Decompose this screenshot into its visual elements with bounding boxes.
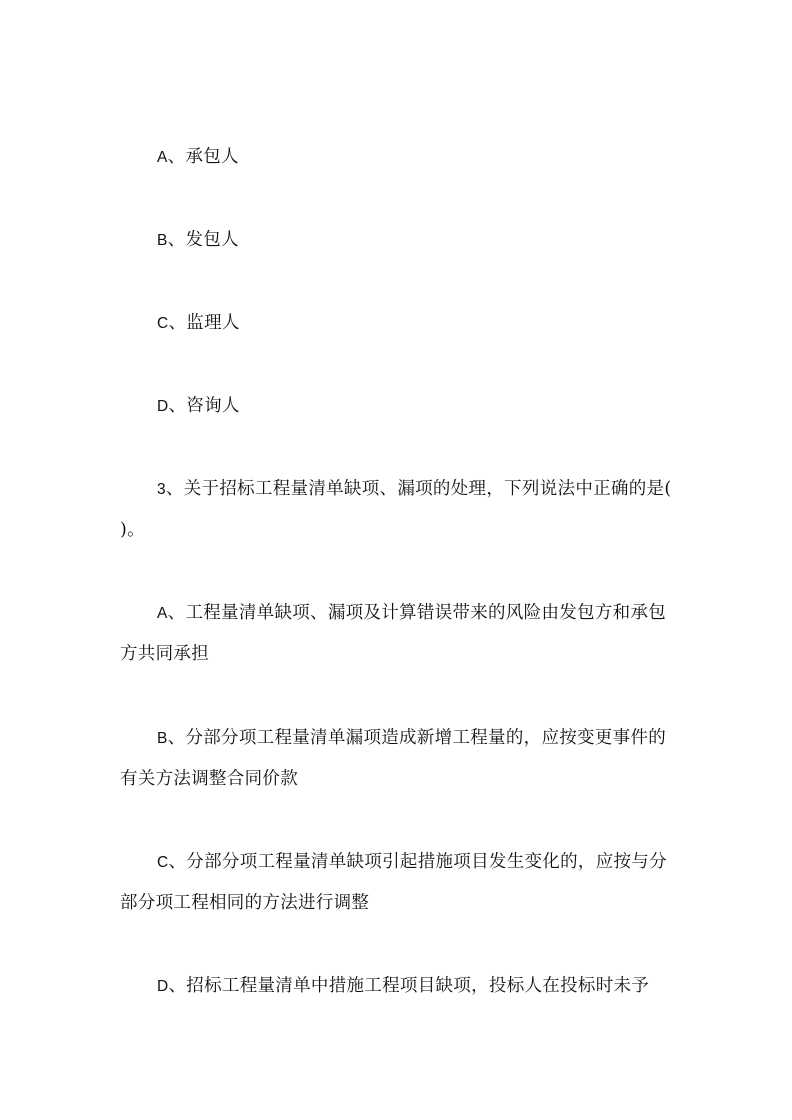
option-label: C bbox=[157, 315, 169, 332]
option-label: B bbox=[157, 232, 168, 249]
q2-option-b bbox=[120, 220, 676, 261]
option-text: 、咨询人 bbox=[168, 396, 240, 416]
option-label: B bbox=[157, 730, 168, 747]
option-label: A bbox=[157, 149, 168, 166]
option-text: 、分部分项工程量清单缺项引起措施项目发生变化的，应按与分部分项工程相同的方法进行调整 bbox=[120, 852, 667, 913]
question-number: 3 bbox=[157, 481, 166, 498]
q2-option-a bbox=[120, 137, 676, 178]
q2-option-d bbox=[120, 386, 676, 427]
q3-option-a bbox=[120, 593, 676, 675]
option-text: 、承包人 bbox=[167, 147, 239, 167]
option-text: 、分部分项工程量清单漏项造成新增工程量的，应按变更事件的有关方法调整合同价款 bbox=[120, 728, 667, 789]
question-text: 、关于招标工程量清单缺项、漏项的处理，下列说法中正确的 bbox=[165, 479, 647, 499]
q3-option-b bbox=[120, 718, 676, 800]
q2-option-c bbox=[120, 303, 676, 344]
option-text: 、工程量清单缺项、漏项及计算错误带来的风险由发包方和承包方共同承担 bbox=[120, 603, 667, 664]
option-label: C bbox=[157, 854, 169, 871]
option-label: D bbox=[157, 978, 169, 995]
option-label: D bbox=[157, 398, 169, 415]
option-text: 、招标工程量清单中措施工程项目缺项，投标人在投标时未予 bbox=[168, 976, 650, 996]
option-label: A bbox=[157, 605, 168, 622]
option-text: 、发包人 bbox=[167, 230, 239, 250]
q3-stem bbox=[120, 469, 676, 551]
q3-option-c bbox=[120, 842, 676, 924]
option-text: 、监理人 bbox=[168, 313, 240, 333]
q3-option-d bbox=[120, 966, 676, 1007]
question-text-end: 是( )。 bbox=[120, 479, 672, 540]
